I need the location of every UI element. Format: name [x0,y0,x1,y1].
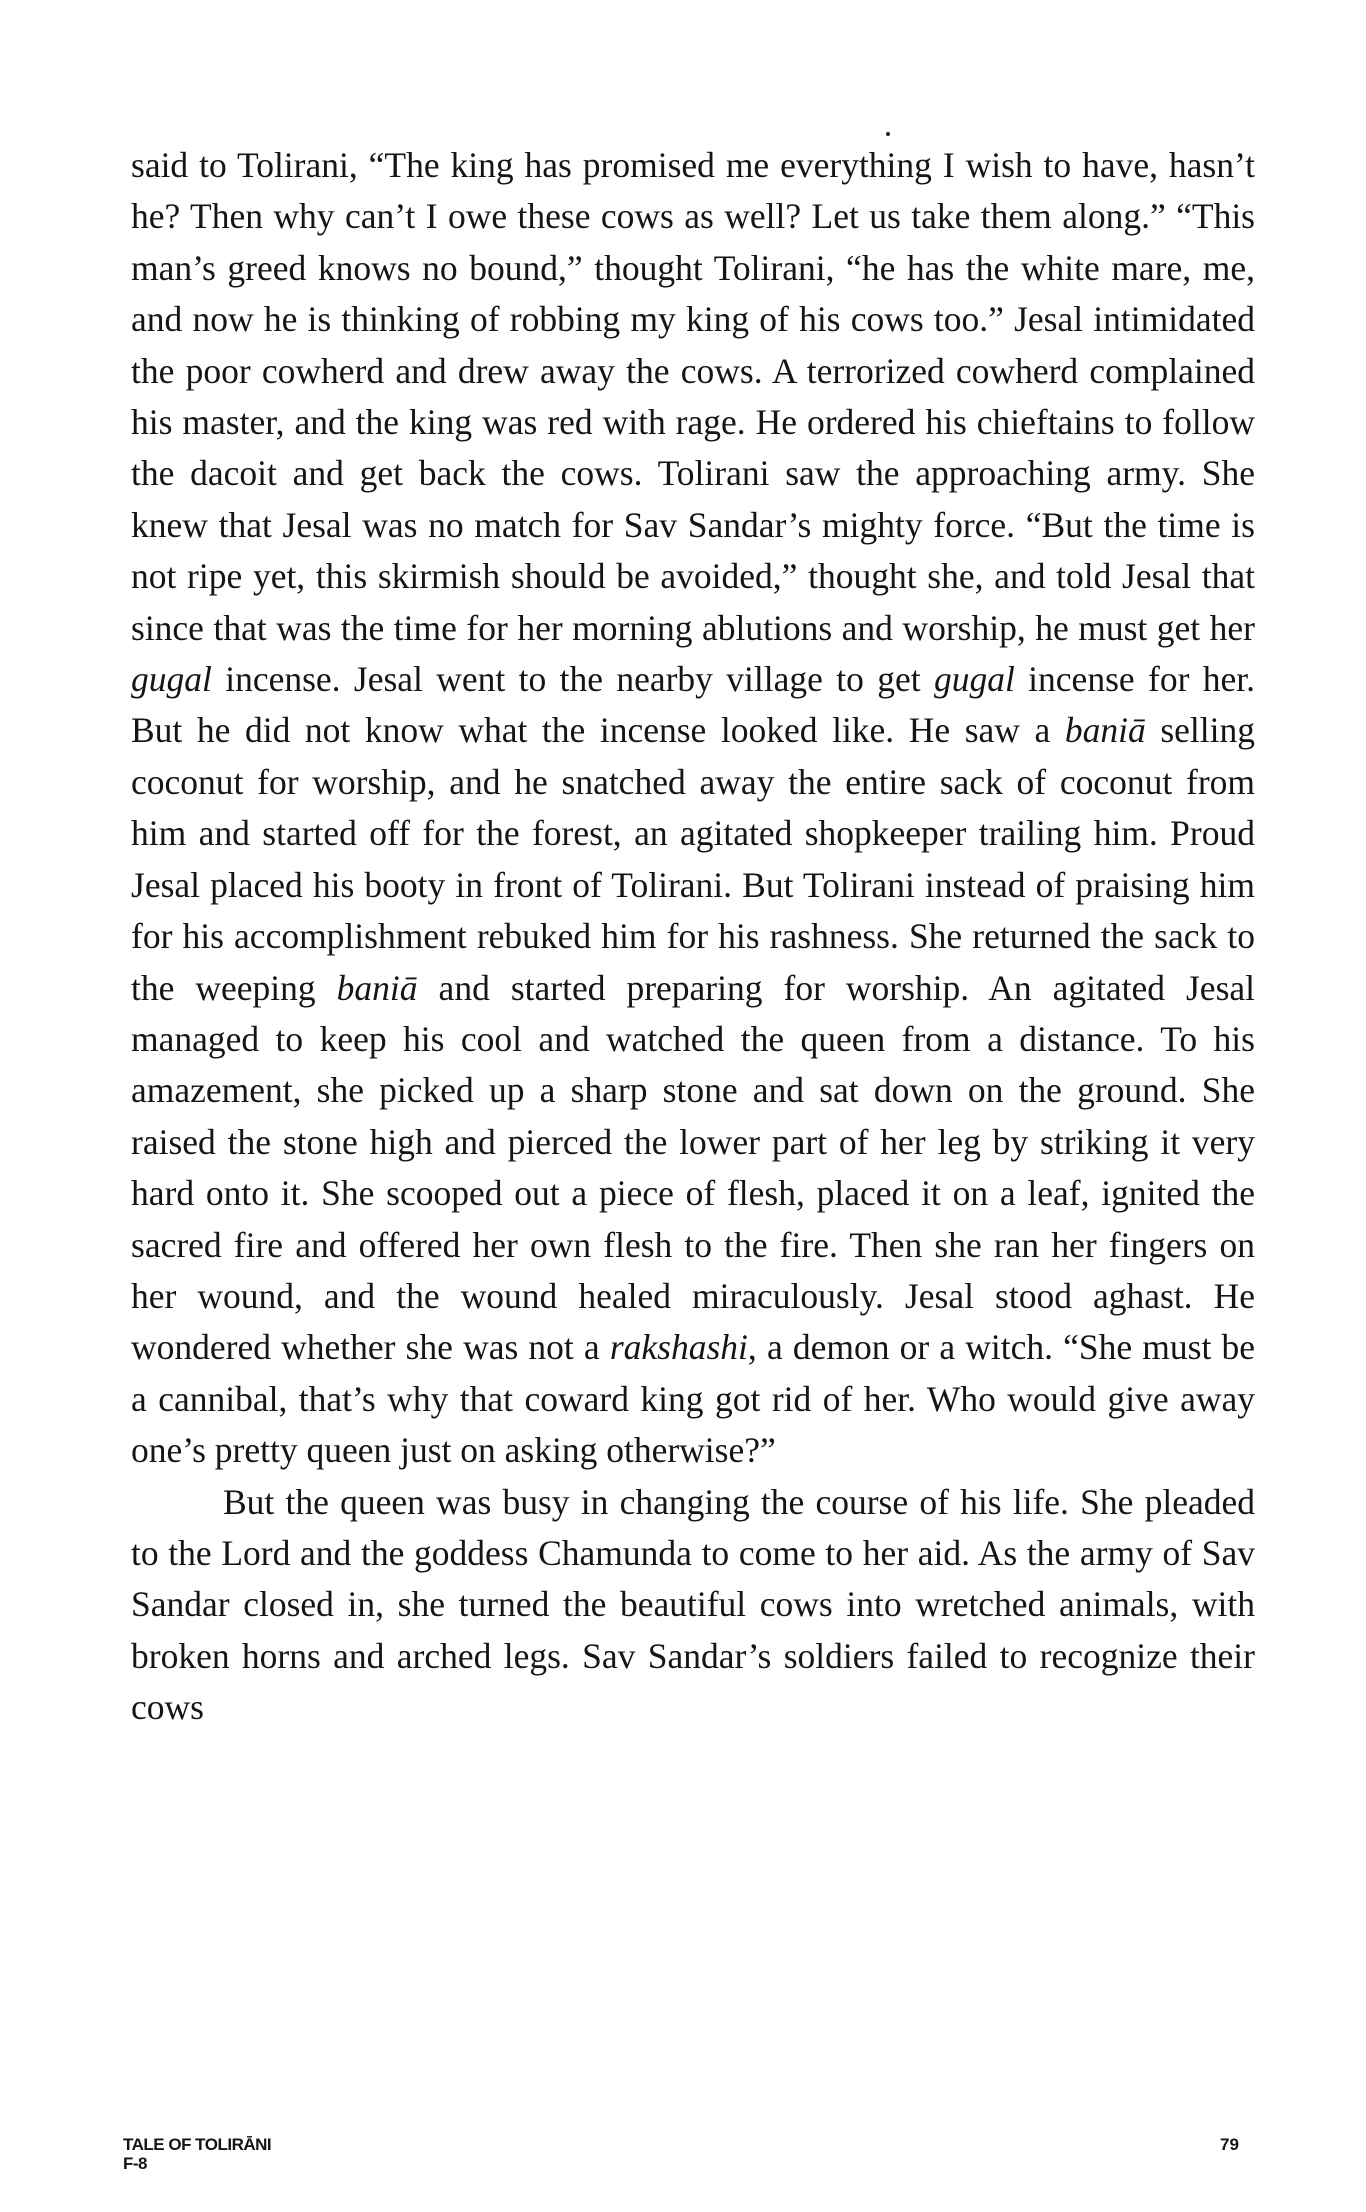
text-run: incense. Jesal went to the nearby village to get [211,659,934,700]
page-footer-left [123,2135,271,2173]
italic-term: baniā [336,967,418,1008]
text-run: and started preparing for worship. An agitated Jesal managed to keep his cool and watched the queen from a distance. To his amazement, she picked up a sharp stone and sat down on the ground. She raised the stone high and pierced the lower part of her leg by striking it very hard onto it. She scooped out a piece of flesh, placed it on a leaf, ignited the sacred fire and offered her own flesh to the fire. Then she ran her fingers on her wound, and the wound healed miraculously. Jesal stood aghast. He wondered whether she was not a [131,967,1255,1368]
running-title: TALE OF TOLIRĀNI [123,2135,272,2154]
text-run: But the queen was busy in changing the course of his life. She pleaded to the Lord and the goddess Chamunda to come to her aid. As the army of Sav Sandar closed in, she turned the beautiful cows into wretched animals, with broken horns and arched legs. Sav Sandar’s soldiers failed to recognize their cows [131,1481,1255,1728]
paragraph [131,140,1255,1477]
italic-term: rakshashi [609,1327,748,1368]
text-run: said to Tolirani, “The king has promised me everything I wish to have, hasn’t he? Then why can’t I owe these cows as well? Let us take them along.” “This man’s greed knows no bound,” thought Tolirani, “he has the white mare, me, and now he is thinking of robbing my king of his cows too.” Jesal intimidated the poor cowherd and drew away the cows. A terrorized cowherd complained his master, and the king was red with rage. He ordered his chieftains to follow the dacoit and get back the cows. Tolirani saw the approaching army. She knew that Jesal was no match for Sav Sandar’s mighty force. “But the time is not ripe yet, this skirmish should be avoided,” thought she, and told Jesal that since that was the time for her morning ablutions and worship, he must get her [131,145,1255,648]
italic-term: baniā [1064,710,1146,751]
signature-mark: F-8 [123,2154,147,2173]
paragraph [131,1477,1255,1734]
text-run: , a demon or a witch. “She must be a cannibal, that’s why that coward king got rid of her. Who would give away one’s pretty queen just on asking otherwise?” [131,1327,1255,1471]
italic-term: gugal [131,659,212,700]
page-number: 79 [1220,2135,1239,2154]
body-text [131,140,1255,1734]
ink-speck [886,132,890,136]
text-run: selling coconut for worship, and he snatched away the entire sack of coconut from him and started off for the forest, an agitated shopkeeper trailing him. Proud Jesal placed his booty in front of Tolirani. But Tolirani instead of praising him for his accomplishment rebuked him for his rashness. She returned the sack to the weeping [131,710,1255,1008]
text-run: incense for her. But he did not know what the incense looked like. He saw a [131,659,1255,751]
italic-term: gugal [933,659,1015,700]
